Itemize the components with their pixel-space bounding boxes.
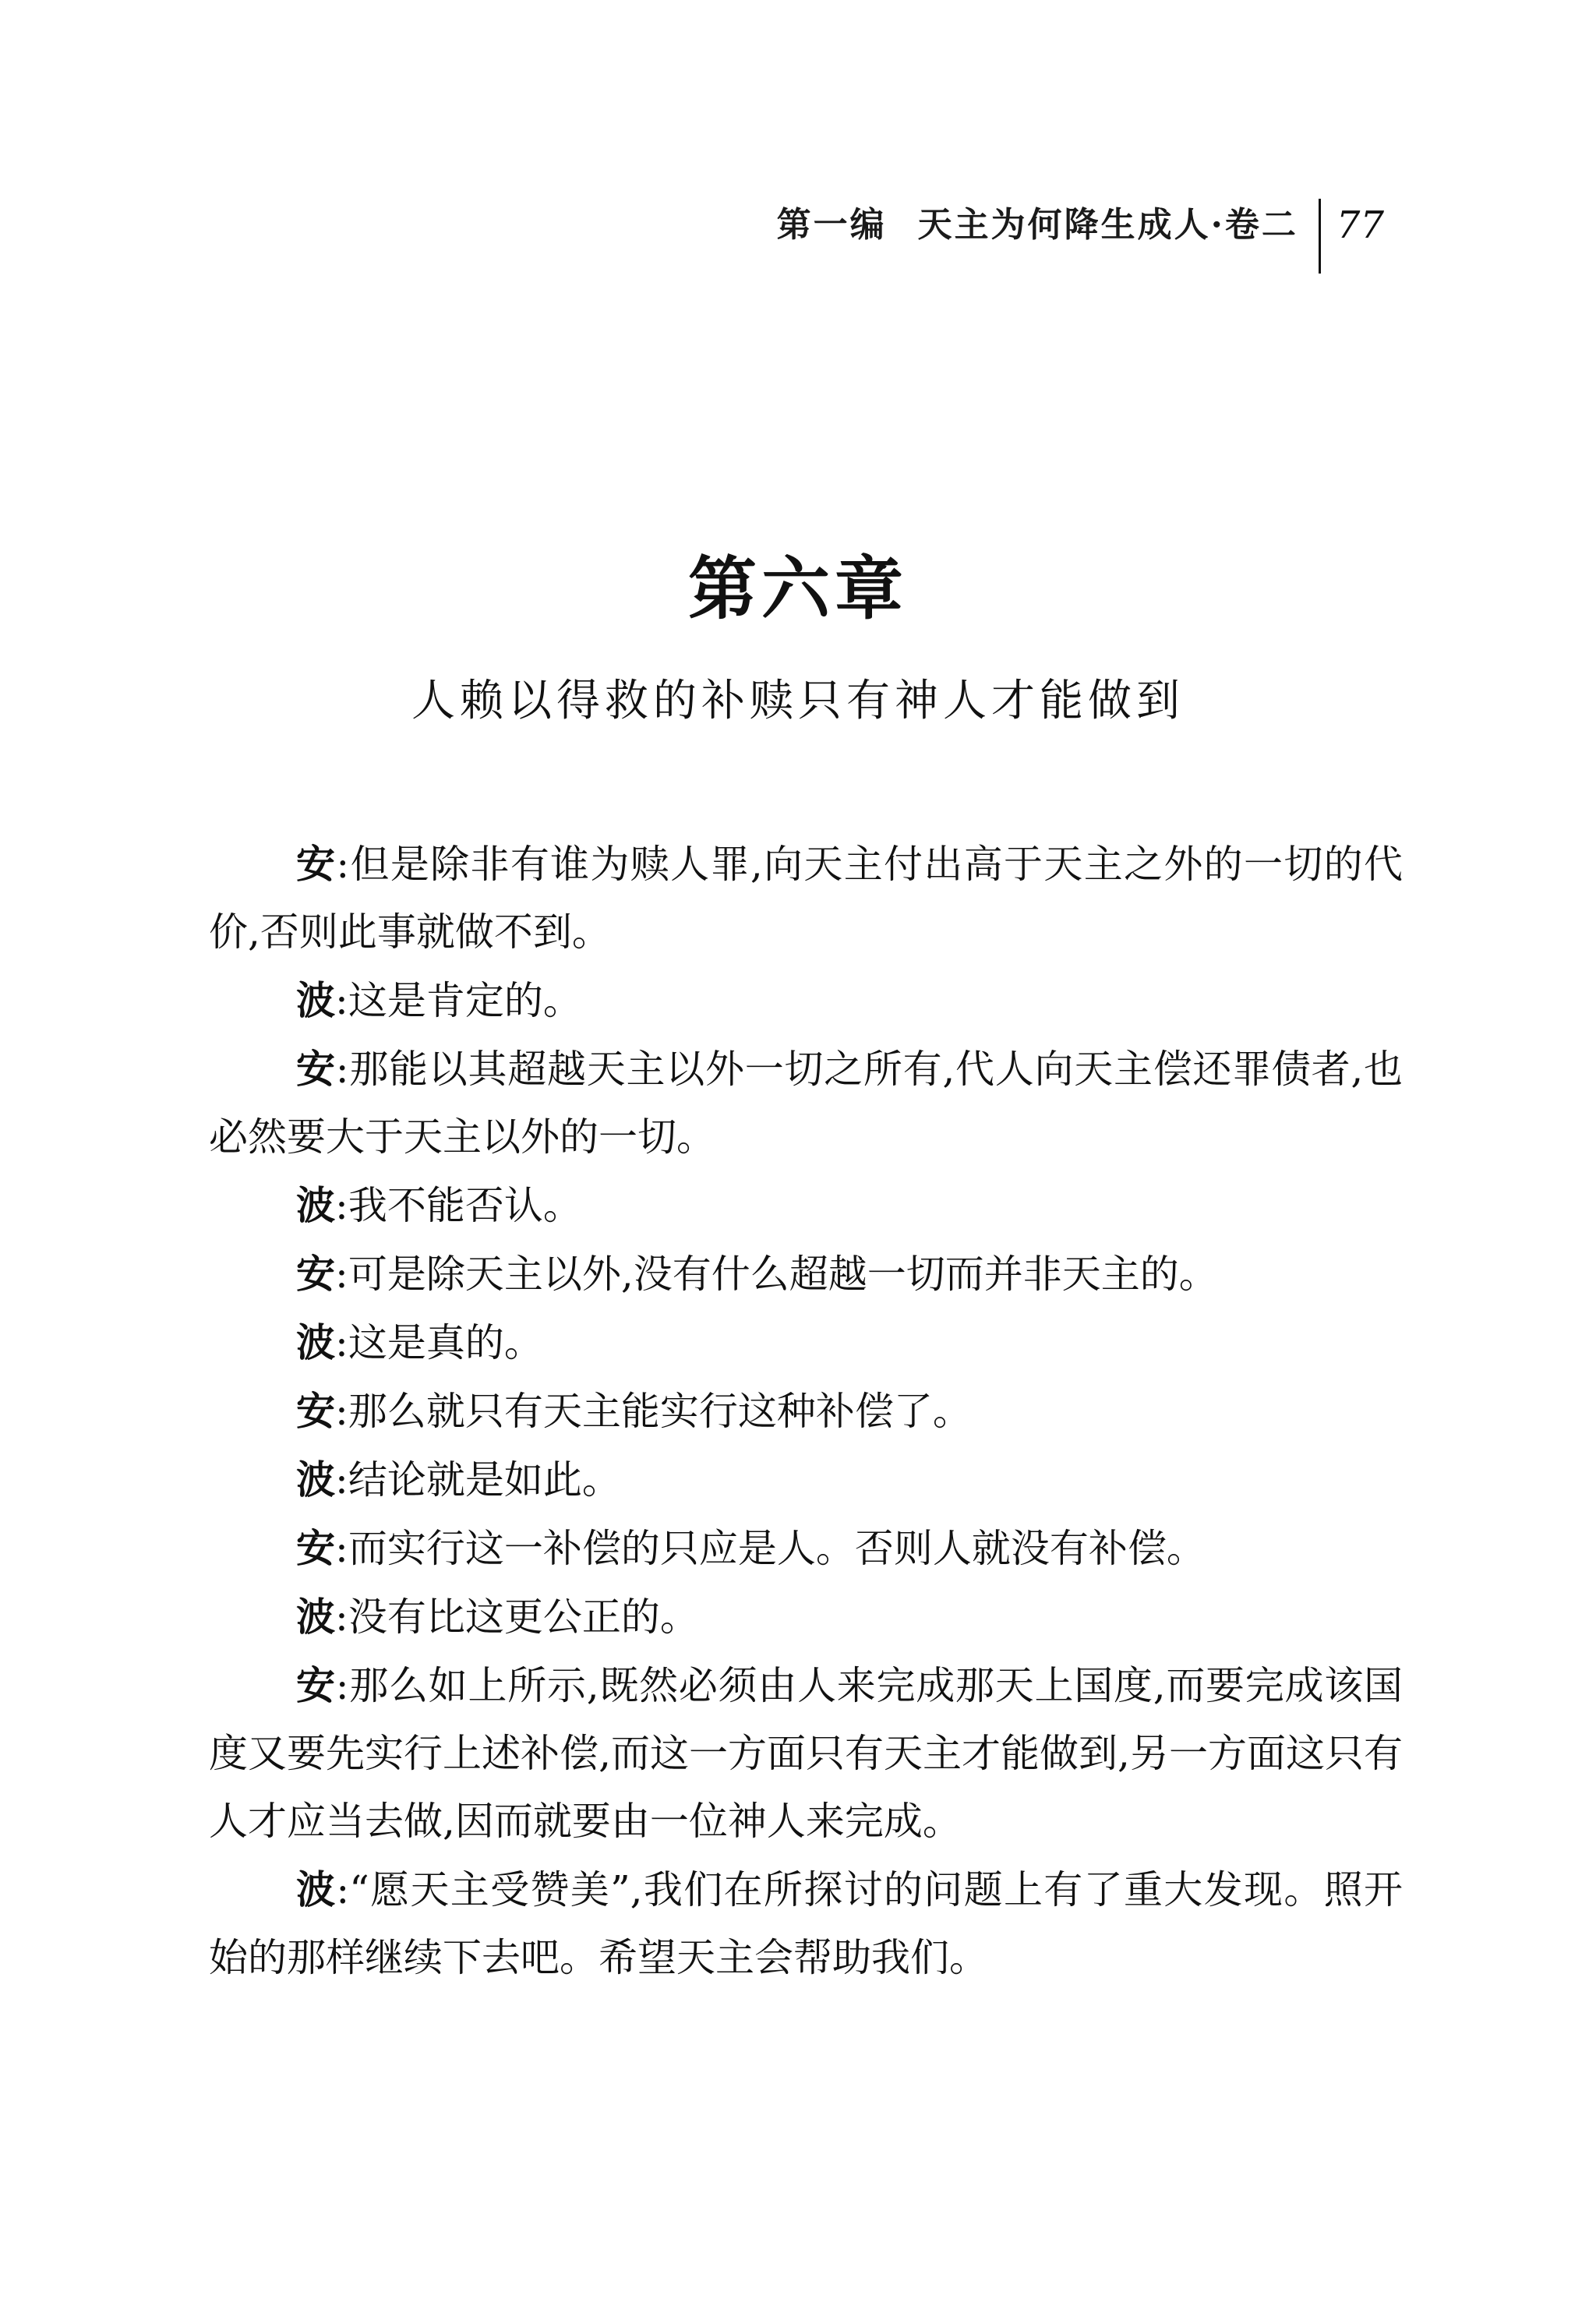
speaker-label: 安 — [296, 1251, 335, 1297]
dialogue-paragraph — [209, 1446, 1403, 1514]
speaker-label: 波 — [296, 1182, 335, 1228]
speaker-label: 波 — [296, 1866, 337, 1912]
dialogue-paragraph — [209, 1856, 1403, 1992]
dialogue-text: :结论就是如此。 — [335, 1457, 621, 1503]
chapter-title: 第六章 — [687, 548, 908, 629]
dialogue-text: :可是除天主以外,没有什么超越一切而并非天主的。 — [335, 1252, 1218, 1297]
header-divider — [1319, 199, 1321, 274]
speaker-label: 波 — [296, 1457, 335, 1503]
dialogue-text: :这是真的。 — [335, 1320, 543, 1365]
dialogue-text: :那么如上所示,既然必须由人来完成那天上国度,而要完成该国度又要先实行上述补偿,而这一方面只有天主才能做到,另一方面这只有人才应当去做,因而就要由一位神人来完成。 — [209, 1663, 1404, 1844]
speaker-label: 安 — [296, 1388, 335, 1434]
dialogue-paragraph — [209, 830, 1403, 966]
speaker-label: 波 — [296, 977, 335, 1023]
speaker-label: 波 — [296, 1319, 335, 1365]
dialogue-paragraph — [209, 1035, 1403, 1171]
dialogue-text: :但是除非有谁为赎人罪,向天主付出高于天主之外的一切的代价,否则此事就做不到。 — [209, 842, 1404, 955]
speaker-label: 安 — [296, 841, 337, 887]
dialogue-paragraph — [209, 1240, 1403, 1308]
dialogue-text: :那么就只有天主能实行这种补偿了。 — [335, 1389, 972, 1434]
dialogue-text: :而实行这一补偿的只应是人。否则人就没有补偿。 — [335, 1526, 1206, 1571]
page-number: 77 — [1336, 203, 1384, 247]
dialogue-paragraph — [209, 1308, 1403, 1377]
dialogue-paragraph — [209, 1583, 1403, 1651]
header-book-title: 天主为何降生成人·卷二 — [917, 205, 1298, 245]
dialogue-text: :我不能否认。 — [335, 1183, 582, 1228]
dialogue-paragraph — [209, 1514, 1403, 1583]
header-text — [777, 203, 1298, 247]
speaker-label: 安 — [296, 1662, 336, 1708]
dialogue-paragraph — [209, 1651, 1403, 1856]
chapter-subtitle: 人赖以得救的补赎只有神人才能做到 — [411, 676, 1185, 726]
dialogue-paragraph — [209, 1377, 1403, 1446]
speaker-label: 安 — [296, 1525, 335, 1571]
dialogue-text: :那能以其超越天主以外一切之所有,代人向天主偿还罪债者,也必然要大于天主以外的一切。 — [209, 1047, 1404, 1160]
speaker-label: 波 — [296, 1594, 335, 1640]
dialogue-body — [209, 830, 1403, 1992]
dialogue-paragraph — [209, 966, 1403, 1035]
header-part: 第一编 — [776, 205, 887, 245]
dialogue-paragraph — [209, 1171, 1403, 1240]
dialogue-text: :没有比这更公正的。 — [335, 1594, 699, 1640]
dialogue-text: :这是肯定的。 — [335, 978, 582, 1023]
dialogue-text: :“愿天主受赞美”,我们在所探讨的问题上有了重大发现。照开始的那样继续下去吧。希望天主会帮助我们。 — [209, 1867, 1403, 1980]
speaker-label: 安 — [296, 1046, 336, 1092]
running-header — [777, 199, 1384, 269]
